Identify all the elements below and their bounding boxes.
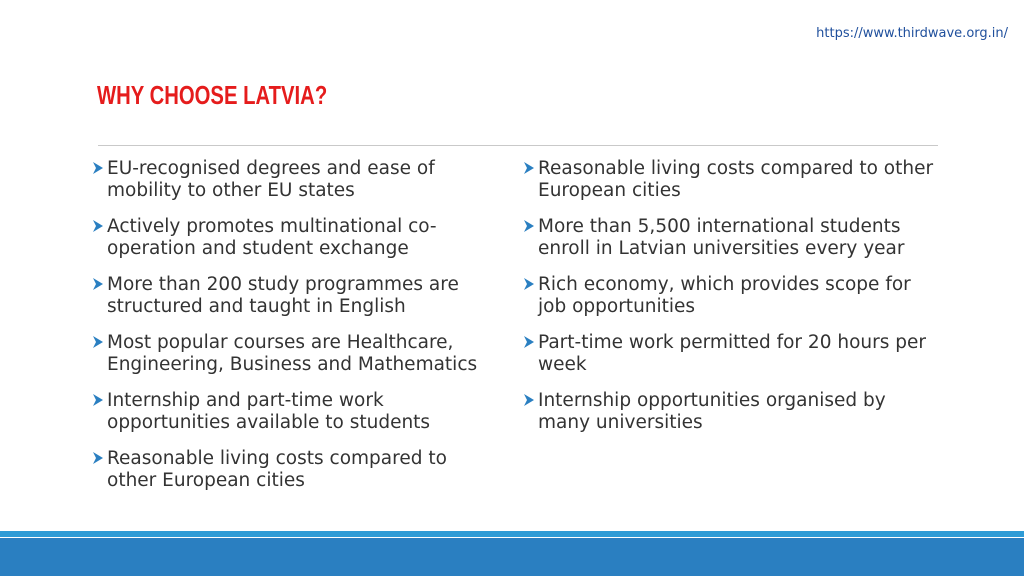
list-item bbox=[92, 216, 487, 260]
list-item bbox=[92, 390, 487, 434]
list-item-text: Actively promotes multinational co-operation and student exchange bbox=[107, 216, 437, 259]
arrow-bullet-icon bbox=[92, 451, 104, 465]
list-item-text: Part-time work permitted for 20 hours per week bbox=[538, 332, 926, 375]
left-bullet-list bbox=[92, 158, 487, 506]
arrow-bullet-icon bbox=[92, 335, 104, 349]
list-item bbox=[523, 274, 943, 318]
list-item-text: Reasonable living costs compared to other European cities bbox=[107, 448, 447, 491]
list-item-text: EU-recognised degrees and ease of mobility to other EU states bbox=[107, 158, 435, 201]
list-item-text: Rich economy, which provides scope for job opportunities bbox=[538, 274, 911, 317]
list-item bbox=[523, 216, 943, 260]
list-item bbox=[523, 390, 943, 434]
arrow-bullet-icon bbox=[523, 393, 535, 407]
arrow-bullet-icon bbox=[523, 161, 535, 175]
title-divider bbox=[98, 145, 938, 146]
list-item bbox=[92, 332, 487, 376]
arrow-bullet-icon bbox=[92, 161, 104, 175]
arrow-bullet-icon bbox=[523, 335, 535, 349]
footer-accent-line bbox=[0, 531, 1024, 537]
list-item-text: Most popular courses are Healthcare, Engineering, Business and Mathematics bbox=[107, 332, 478, 375]
list-item bbox=[92, 274, 487, 318]
footer-bar bbox=[0, 538, 1024, 576]
list-item bbox=[92, 448, 487, 492]
right-bullet-list bbox=[523, 158, 943, 448]
arrow-bullet-icon bbox=[523, 277, 535, 291]
list-item-text: Reasonable living costs compared to other European cities bbox=[538, 158, 934, 201]
arrow-bullet-icon bbox=[523, 219, 535, 233]
list-item-text: More than 5,500 international students enroll in Latvian universities every year bbox=[538, 216, 905, 259]
arrow-bullet-icon bbox=[92, 393, 104, 407]
page-title: WHY CHOOSE LATVIA? bbox=[97, 80, 328, 110]
list-item-text: Internship and part-time work opportunities available to students bbox=[107, 390, 431, 433]
list-item-text: More than 200 study programmes are structured and taught in English bbox=[107, 274, 459, 317]
list-item bbox=[523, 158, 943, 202]
website-link[interactable]: https://www.thirdwave.org.in/ bbox=[816, 26, 1008, 41]
list-item bbox=[92, 158, 487, 202]
arrow-bullet-icon bbox=[92, 277, 104, 291]
list-item-text: Internship opportunities organised by many universities bbox=[538, 390, 886, 433]
arrow-bullet-icon bbox=[92, 219, 104, 233]
list-item bbox=[523, 332, 943, 376]
